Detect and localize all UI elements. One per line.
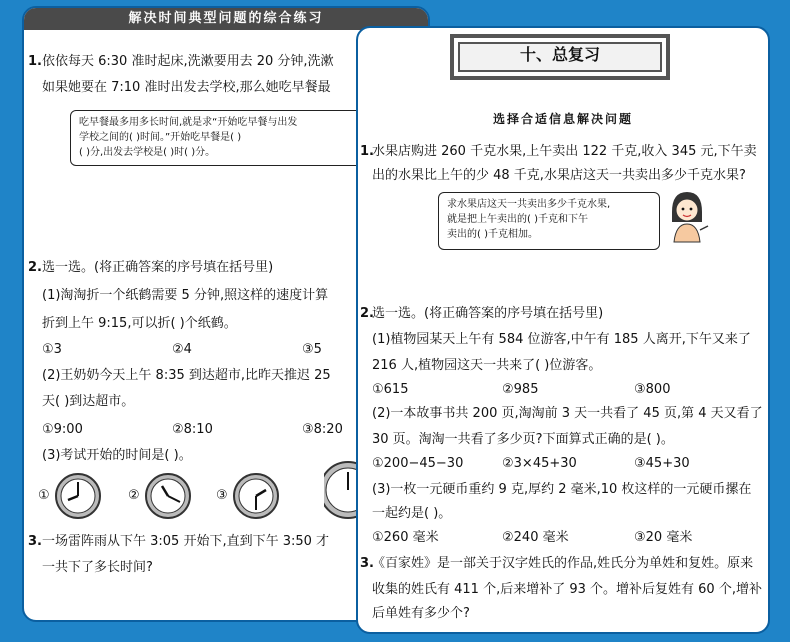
front-q2-p3-line2: 一起约是( )。 xyxy=(372,506,452,521)
back-q2-p1-line2: 折到上午 9:15,可以折( )个纸鹤。 xyxy=(42,316,237,331)
front-q1-number: 1. xyxy=(360,144,374,159)
girl-illustration-icon xyxy=(664,188,710,244)
clock-icon xyxy=(54,472,102,520)
front-q2-p2-opt2: ②3×45+30 xyxy=(502,456,577,471)
front-q2-p2-opt3: ③45+30 xyxy=(634,456,690,471)
front-q3-line2: 收集的姓氏有 411 个,后来增补了 93 个。增补后复姓有 60 个,增补 xyxy=(372,582,762,597)
front-q3-number: 3. xyxy=(360,556,374,571)
back-q1-number: 1. xyxy=(28,54,42,69)
front-q1-hint-line1: 求水果店这天一共卖出多少千克水果, xyxy=(447,199,611,210)
front-q3-line3: 后单姓有多少个? xyxy=(372,606,470,621)
front-q1-hint-box xyxy=(438,192,660,250)
section-title: 十、总复习 xyxy=(458,42,662,72)
front-q2-p1-line1: (1)植物园某天上午有 584 位游客,中午有 185 人离开,下午又来了 xyxy=(372,332,751,347)
back-q2-p1-opt2: ②4 xyxy=(172,342,192,357)
back-q1-hint-line1: 吃早餐最多用多长时间,就是求“开始吃早餐与出发 xyxy=(79,117,298,128)
front-q2-p2-line1: (2)一本故事书共 200 页,淘淘前 3 天一共看了 45 页,第 4 天又看了 xyxy=(372,406,763,421)
back-q2-p3-opt2: ② xyxy=(128,488,140,503)
back-q1-hint-line3: ( )分,出发去学校是( )时( )分。 xyxy=(79,147,216,158)
front-q1-line1: 水果店购进 260 千克水果,上午卖出 122 千克,收入 345 元,下午卖 xyxy=(372,144,757,159)
front-q2-p1-line2: 216 人,植物园这天一共来了( )位游客。 xyxy=(372,358,602,373)
front-q1-line2: 出的水果比上午的少 48 千克,水果店这天一共卖出多少千克水果? xyxy=(372,168,746,183)
section-title-frame xyxy=(450,34,670,80)
front-q2-number: 2. xyxy=(360,306,374,321)
back-q2-p2-opt2: ②8:10 xyxy=(172,422,213,437)
back-q2-p1-opt1: ①3 xyxy=(42,342,62,357)
back-q2-p2-line1: (2)王奶奶今天上午 8:35 到达超市,比昨天推迟 25 xyxy=(42,368,331,383)
back-q1-line2: 如果她要在 7:10 准时出发去学校,那么她吃早餐最 xyxy=(42,80,331,95)
back-q3-line1: 一场雷阵雨从下午 3:05 开始下,直到下午 3:50 才 xyxy=(42,534,330,549)
back-q2-p2-opt3: ③8:20 xyxy=(302,422,343,437)
front-q2-p2-line2: 30 页。淘淘一共看了多少页?下面算式正确的是( )。 xyxy=(372,432,674,447)
back-q1-line1: 依依每天 6:30 准时起床,洗漱要用去 20 分钟,洗漱 xyxy=(42,54,334,69)
back-q1-hint-line2: 学校之间的( )时间。”开始吃早餐是( ) xyxy=(79,132,242,143)
front-q2-p3-opt1: ①260 毫米 xyxy=(372,530,439,545)
back-q2-p2-line2: 天( )到达超市。 xyxy=(42,394,135,409)
back-q2-p2-opt1: ①9:00 xyxy=(42,422,83,437)
front-worksheet-page xyxy=(356,26,770,634)
front-q1-hint-line3: 卖出的( )千克相加。 xyxy=(447,229,538,240)
back-q2-title: 选一选。(将正确答案的序号填在括号里) xyxy=(42,260,274,275)
front-q2-title: 选一选。(将正确答案的序号填在括号里) xyxy=(372,306,604,321)
clock-icon xyxy=(144,472,192,520)
back-q3-number: 3. xyxy=(28,534,42,549)
section-subtitle: 选择合适信息解决问题 xyxy=(492,112,633,126)
back-q2-p3-opt3: ③ xyxy=(216,488,228,503)
back-q2-p1-line1: (1)淘淘折一个纸鹤需要 5 分钟,照这样的速度计算 xyxy=(42,288,329,303)
front-q2-p3-opt3: ③20 毫米 xyxy=(634,530,693,545)
front-q2-p1-opt3: ③800 xyxy=(634,382,671,397)
front-q2-p3-opt2: ②240 毫米 xyxy=(502,530,569,545)
back-q2-p3-opt1: ① xyxy=(38,488,50,503)
clock-icon xyxy=(232,472,280,520)
front-q1-hint-line2: 就是把上午卖出的( )千克和下午 xyxy=(447,214,588,225)
front-q3-line1: 《百家姓》是一部关于汉字姓氏的作品,姓氏分为单姓和复姓。原来 xyxy=(372,556,754,571)
back-q2-number: 2. xyxy=(28,260,42,275)
back-q2-p3-line1: (3)考试开始的时间是( )。 xyxy=(42,448,192,463)
back-q3-line2: 一共下了多长时间? xyxy=(42,560,153,575)
back-q2-p1-opt3: ③5 xyxy=(302,342,322,357)
front-q2-p2-opt1: ①200−45−30 xyxy=(372,456,464,471)
back-page-header: 解决时间典型问题的综合练习 xyxy=(24,8,428,30)
front-q2-p1-opt2: ②985 xyxy=(502,382,539,397)
front-q2-p1-opt1: ①615 xyxy=(372,382,409,397)
front-q2-p3-line1: (3)一枚一元硬币重约 9 克,厚约 2 毫米,10 枚这样的一元硬币摞在 xyxy=(372,482,752,497)
